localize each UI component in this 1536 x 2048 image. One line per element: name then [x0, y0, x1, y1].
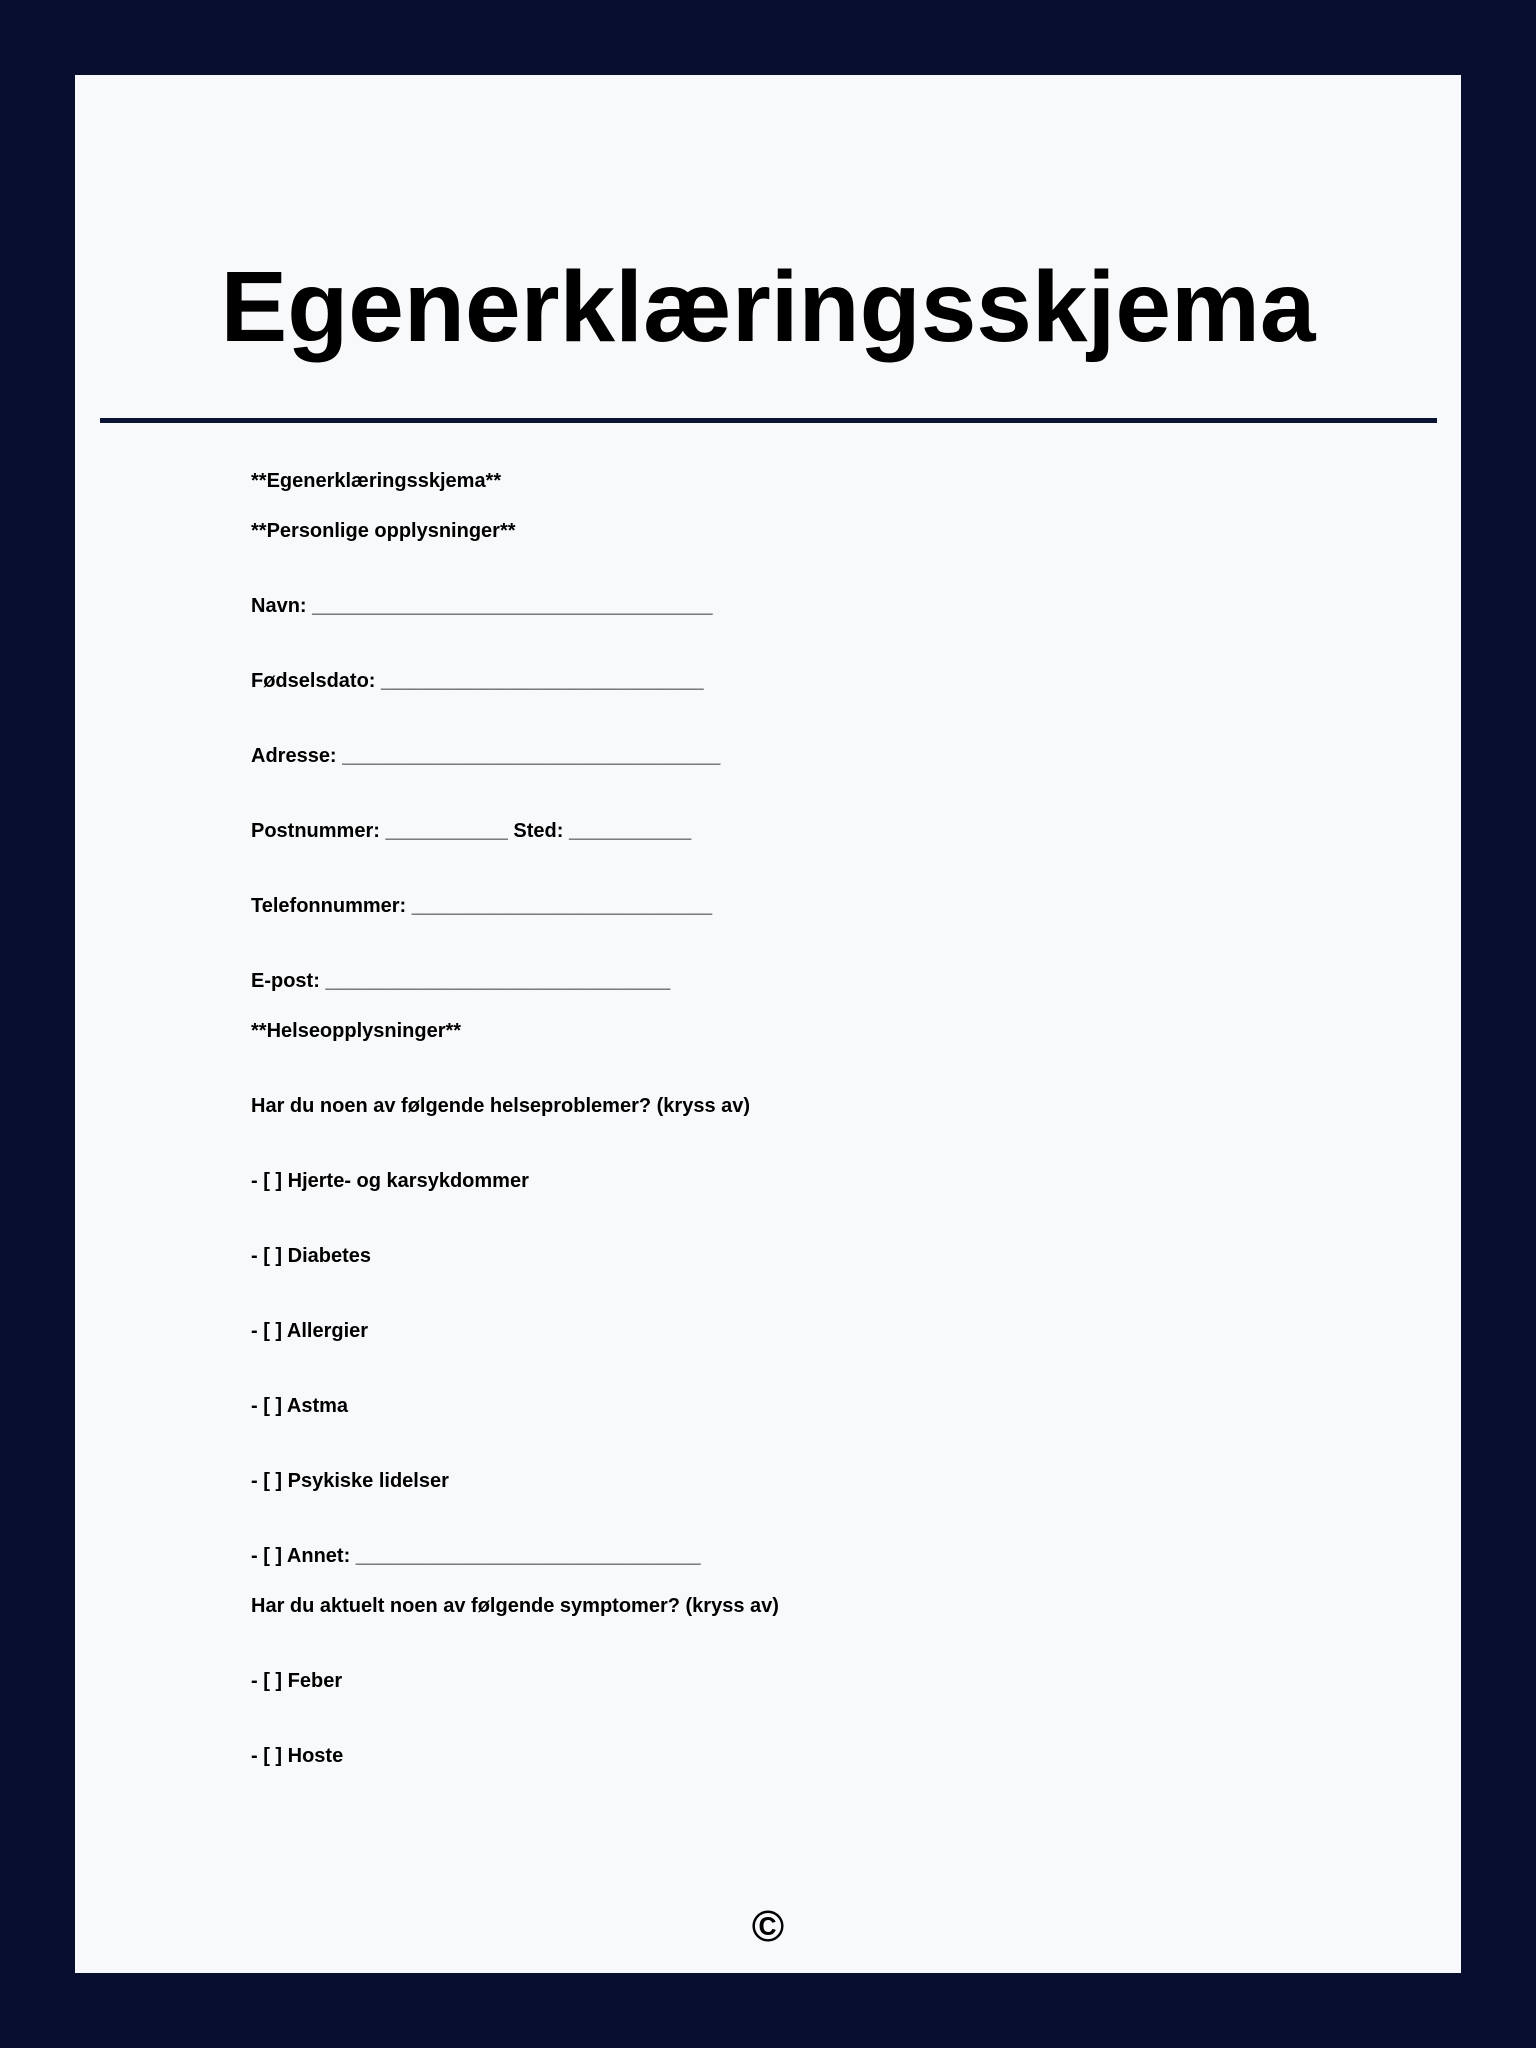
form-heading: **Egenerklæringsskjema** [251, 470, 502, 492]
personal-section-heading: **Personlige opplysninger** [251, 520, 516, 542]
title-divider [100, 418, 1437, 423]
field-name [251, 594, 1351, 619]
field-phone [251, 894, 1351, 919]
checkbox-item-fever[interactable]: - [ ] Feber [251, 1670, 343, 1692]
copyright-icon: © [751, 1902, 785, 1951]
field-address [251, 744, 1351, 769]
address-blank[interactable]: __________________________________ [342, 745, 721, 767]
page-title: Egenerklæringsskjema [220, 251, 1316, 363]
field-label: Postnummer: [251, 820, 380, 842]
birthdate-blank[interactable]: _____________________________ [381, 670, 704, 692]
name-blank[interactable]: ____________________________________ [312, 595, 713, 617]
health-question: Har du noen av følgende helseproblemer? (kryss av) [251, 1095, 751, 1117]
phone-blank[interactable]: ___________________________ [411, 895, 713, 917]
email-blank[interactable]: _______________________________ [325, 970, 671, 992]
checkbox-item-other[interactable] [251, 1544, 1351, 1569]
checkbox-item-diabetes[interactable]: - [ ] Diabetes [251, 1245, 372, 1267]
checkbox-item-mental[interactable]: - [ ] Psykiske lidelser [251, 1470, 449, 1492]
field-label: Navn: [251, 595, 307, 617]
field-label: Adresse: [251, 745, 337, 767]
other-blank[interactable]: _______________________________ [355, 1545, 701, 1567]
symptoms-question: Har du aktuelt noen av følgende symptomer? (kryss av) [251, 1595, 779, 1617]
checkbox-item-heart[interactable]: - [ ] Hjerte- og karsykdommer [251, 1170, 529, 1192]
postcode-blank[interactable]: ___________ [385, 820, 508, 842]
field-label: Fødselsdato: [251, 670, 376, 692]
checkbox-item-asthma[interactable]: - [ ] Astma [251, 1395, 349, 1417]
place-blank[interactable]: ___________ [568, 820, 692, 842]
field-label: Sted: [513, 820, 564, 842]
field-label: Telefonnummer: [251, 895, 407, 917]
field-birthdate [251, 669, 1351, 694]
document-page [75, 75, 1461, 1973]
field-postcode-place [251, 819, 1351, 844]
field-label: E-post: [251, 970, 320, 992]
other-label: - [ ] Annet: [251, 1545, 351, 1567]
form-content [251, 469, 1351, 1769]
health-section-heading: **Helseopplysninger** [251, 1020, 462, 1042]
checkbox-item-cough[interactable]: - [ ] Hoste [251, 1745, 344, 1767]
checkbox-item-allergies[interactable]: - [ ] Allergier [251, 1320, 369, 1342]
field-email [251, 969, 1351, 994]
